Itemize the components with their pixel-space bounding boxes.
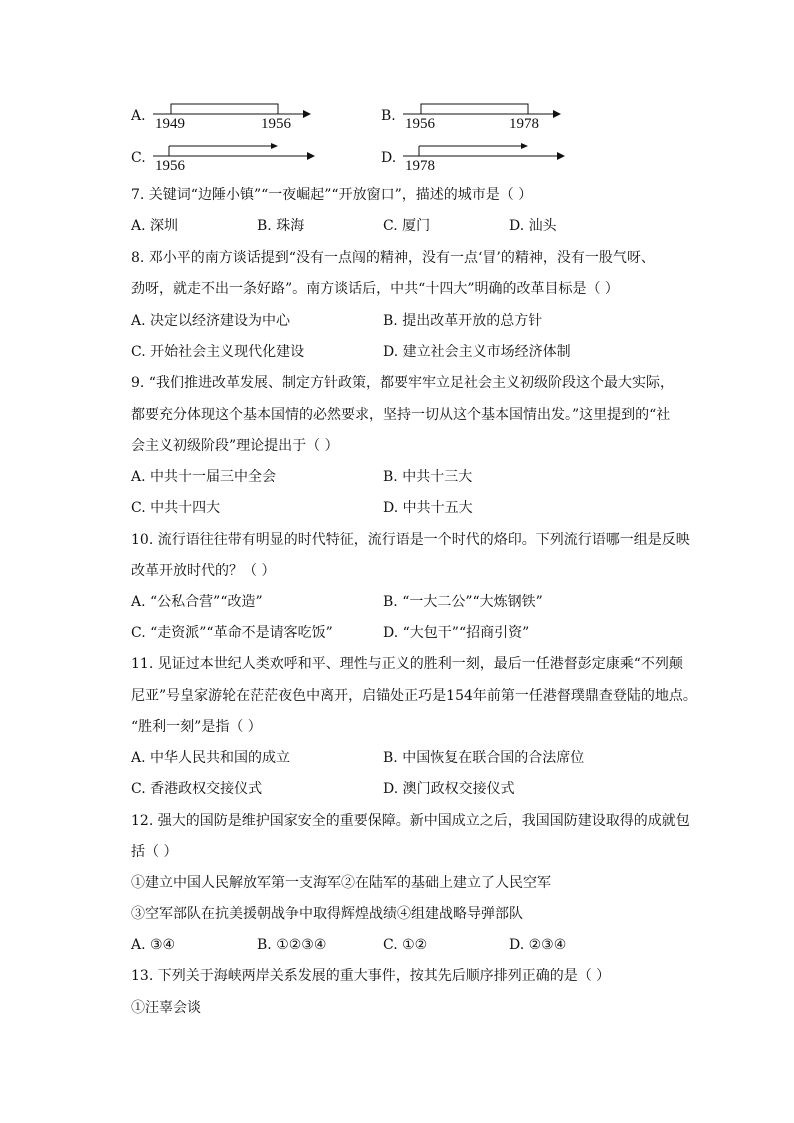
question-12-stem: 12. 强大的国防是维护国家安全的重要保障。新中国成立之后，我国国防建设取得的成就包 [131,813,690,829]
q12-option-b[interactable]: B. ①②③④ [257,937,327,953]
q8-option-c[interactable]: C. 开始社会主义现代化建设 [131,344,305,360]
q12-option-d[interactable]: D. ②③④ [509,937,567,953]
timeline-start-year: 1956 [405,116,435,132]
question-9-stem: 9. “我们推进改革发展、制定方针政策，都要牢牢立足社会主义初级阶段这个最大实际， [131,375,674,391]
q7-option-a[interactable]: A. 深圳 [131,218,179,234]
q9-option-d[interactable]: D. 中共十五大 [383,500,473,516]
q11-option-d[interactable]: D. 澳门政权交接仪式 [383,781,515,797]
question-11-stem: 11. 见证过本世纪人类欢呼和平、理性与正义的胜利一刻，最后一任港督彭定康乘“不列颠 [131,656,683,672]
question-9-stem-cont: 都要充分体现这个基本国情的必然要求，坚持一切从这个基本国情出发。”这里提到的“社 [131,407,671,423]
question-8-stem-cont: 劲呀，就走不出一条好路”。南方谈话后，中共“十四大”明确的改革目标是（ ） [131,281,619,297]
question-10-stem-cont: 改革开放时代的？（ ） [131,563,276,579]
question-10-stem: 10. 流行语往往带有明显的时代特征，流行语是一个时代的烙印。下列流行语哪一组是反映 [131,532,690,548]
q8-option-d[interactable]: D. 建立社会主义市场经济体制 [383,344,571,360]
q8-option-a[interactable]: A. 决定以经济建设为中心 [131,313,291,329]
timeline-start-year: 1956 [155,158,185,174]
option-label: B. [381,108,396,124]
question-7-stem: 7. 关键词“边陲小镇”“一夜崛起”“开放窗口”，描述的城市是（ ） [131,187,533,203]
option-label: C. [131,150,146,166]
q8-option-b[interactable]: B. 提出改革开放的总方针 [383,313,543,329]
q12-option-c[interactable]: C. ①② [383,937,428,953]
timeline-option-d[interactable] [381,140,581,180]
question-11-stem-cont: “胜利一刻”是指（ ） [131,719,262,735]
question-13-item: ①汪辜会谈 [131,1000,201,1016]
timeline-option-c[interactable] [131,140,331,180]
q9-option-a[interactable]: A. 中共十一届三中全会 [131,469,277,485]
question-12-stem-cont: 括（ ） [131,844,178,860]
option-label: A. [131,108,146,124]
question-9-stem-cont: 会主义初级阶段”理论提出于（ ） [131,438,339,454]
q7-option-d[interactable]: D. 汕头 [509,218,557,234]
q9-option-c[interactable]: C. 中共十四大 [131,500,221,516]
q10-option-c[interactable]: C. “走资派”“革命不是请客吃饭” [131,625,333,641]
q7-option-c[interactable]: C. 厦门 [383,218,431,234]
q10-option-b[interactable]: B. “一大二公”“大炼钢铁” [383,594,543,610]
q10-option-d[interactable]: D. “大包干”“招商引资” [383,625,530,641]
q11-option-a[interactable]: A. 中华人民共和国的成立 [131,750,291,766]
question-12-items: ①建立中国人民解放军第一支海军②在陆军的基础上建立了人民空军 [131,875,551,891]
q10-option-a[interactable]: A. “公私合营”“改造” [131,594,263,610]
question-13-stem: 13. 下列关于海峡两岸关系发展的重大事件，按其先后顺序排列正确的是（ ） [131,968,611,984]
q12-option-a[interactable]: A. ③④ [131,937,176,953]
timeline-option-a[interactable] [131,100,331,140]
option-label: D. [381,150,397,166]
q11-option-c[interactable]: C. 香港政权交接仪式 [131,781,263,797]
timeline-option-b[interactable] [381,100,581,140]
timeline-end-year: 1978 [509,116,539,132]
question-12-items: ③空军部队在抗美援朝战争中取得辉煌战绩④组建战略导弹部队 [131,906,523,922]
q7-option-b[interactable]: B. 珠海 [257,218,305,234]
timeline-start-year: 1978 [405,158,435,174]
q9-option-b[interactable]: B. 中共十三大 [383,469,473,485]
timeline-end-year: 1956 [261,116,291,132]
question-8-stem: 8. 邓小平的南方谈话提到“没有一点闯的精神，没有一点‘冒’的精神，没有一股气呀、 [131,250,655,266]
timeline-start-year: 1949 [155,116,185,132]
q11-option-b[interactable]: B. 中国恢复在联合国的合法席位 [383,750,585,766]
question-11-stem-cont: 尼亚”号皇家游轮在茫茫夜色中离开，启锚处正巧是154年前第一任港督璞鼎查登陆的地点。 [131,688,697,704]
